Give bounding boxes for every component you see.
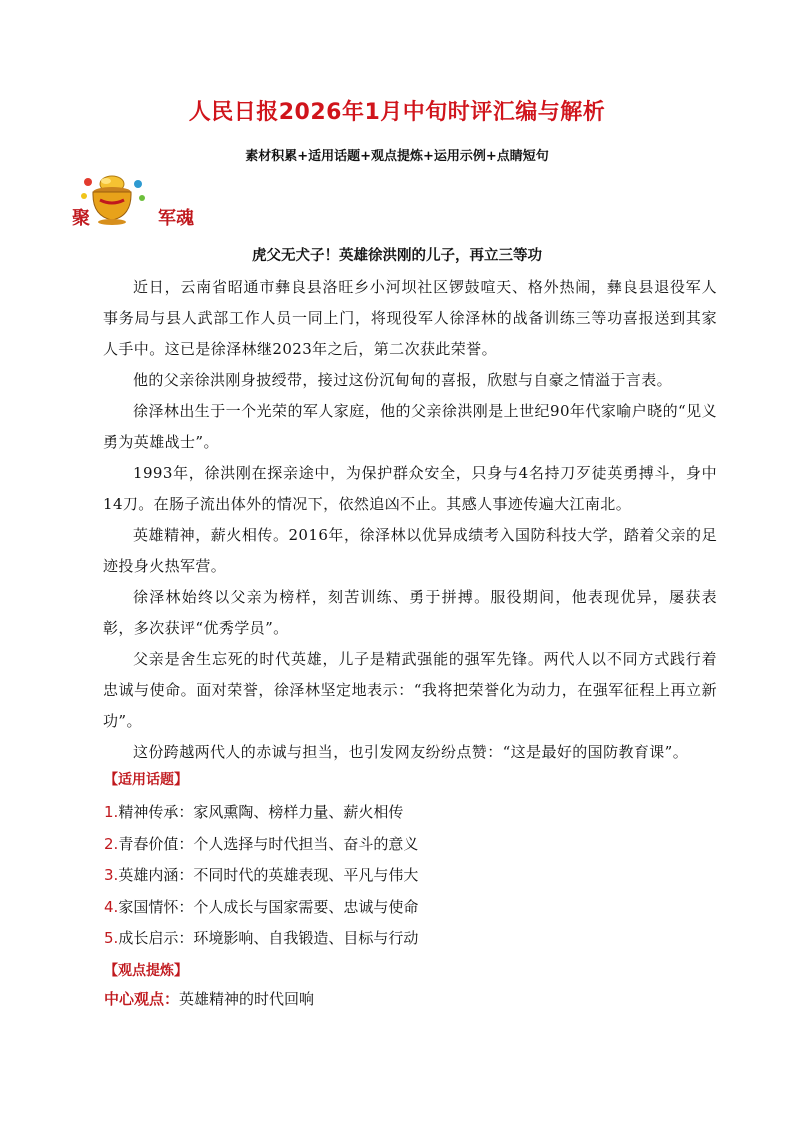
article-paragraph: 这份跨越两代人的赤诚与担当，也引发网友纷纷点赞：“这是最好的国防教育课”。 — [133, 743, 689, 761]
central-viewpoint — [104, 988, 314, 1009]
topic-item — [104, 797, 704, 829]
article-paragraph: 他的父亲徐洪刚身披绶带，接过这份沉甸甸的喜报，欣慰与自豪之情溢于言表。 — [133, 371, 673, 389]
topic-number: 4. — [104, 897, 119, 916]
article-paragraph: 近日，云南省昭通市彝良县洛旺乡小河坝社区锣鼓喧天、格外热闹，彝良县退役军人事务局与县人武部工作人员一同上门，将现役军人徐泽林的战备训练三等功喜报送到其家人手中。这已是徐泽林继2023年之后，第二次获此荣誉。 — [103, 278, 717, 358]
topic-number: 3. — [104, 866, 119, 884]
central-viewpoint-text: 英雄精神的时代回响 — [179, 990, 315, 1008]
article-paragraph: 父亲是舍生忘死的时代英雄，儿子是精武强能的强军先锋。两代人以不同方式践行着忠诚与使命。面对荣誉，徐泽林坚定地表示：“我将把荣誉化为动力，在强军征程上再立新功”。 — [103, 650, 717, 730]
article-paragraph: 1993年，徐洪刚在探亲途中，为保护群众安全，只身与4名持刀歹徒英勇搏斗，身中14刀。在肠子流出体外的情况下，依然追凶不止。其感人事迹传遍大江南北。 — [103, 464, 717, 513]
section-name: 军魂 — [158, 208, 194, 229]
article-paragraph: 英雄精神，薪火相传。2016年，徐泽林以优异成绩考入国防科技大学，踏着父亲的足迹投身火热军营。 — [103, 526, 717, 575]
document-title: 人民日报2026年1月中旬时评汇编与解析 — [188, 100, 606, 125]
document-subtitle: 素材积累+适用话题+观点提炼+运用示例+点睛短句 — [245, 149, 549, 164]
central-viewpoint-label: 中心观点： — [104, 990, 180, 1008]
topic-text: 精神传承：家风熏陶、榜样力量、薪火相传 — [118, 803, 404, 821]
section-header — [70, 172, 270, 232]
article-body — [103, 272, 717, 768]
topic-item — [104, 892, 704, 924]
topics-list — [104, 797, 704, 955]
topic-item — [104, 860, 704, 892]
topic-item — [104, 923, 704, 955]
topic-number: 2. — [104, 834, 119, 853]
topic-text: 成长启示：环境影响、自我锻造、目标与行动 — [118, 929, 419, 947]
topic-number: 5. — [104, 929, 119, 947]
section-icon-char: 聚 — [72, 208, 90, 229]
topic-item — [104, 829, 704, 861]
article-title: 虎父无犬子！英雄徐洪刚的儿子，再立三等功 — [252, 247, 542, 264]
topic-number: 1. — [104, 803, 119, 821]
topics-heading: 【适用话题】 — [104, 772, 188, 788]
topic-text: 青春价值：个人选择与时代担当、奋斗的意义 — [118, 834, 419, 853]
article-paragraph: 徐泽林出生于一个光荣的军人家庭，他的父亲徐洪刚是上世纪90年代家喻户晓的“见义勇为英雄战士”。 — [103, 402, 717, 451]
viewpoint-heading: 【观点提炼】 — [104, 963, 188, 979]
topic-text: 家国情怀：个人成长与国家需要、忠诚与使命 — [118, 897, 419, 916]
topic-text: 英雄内涵：不同时代的英雄表现、平凡与伟大 — [118, 866, 419, 884]
article-paragraph: 徐泽林始终以父亲为榜样，刻苦训练、勇于拼搏。服役期间，他表现优异，屡获表彰，多次获评“优秀学员”。 — [103, 588, 717, 637]
